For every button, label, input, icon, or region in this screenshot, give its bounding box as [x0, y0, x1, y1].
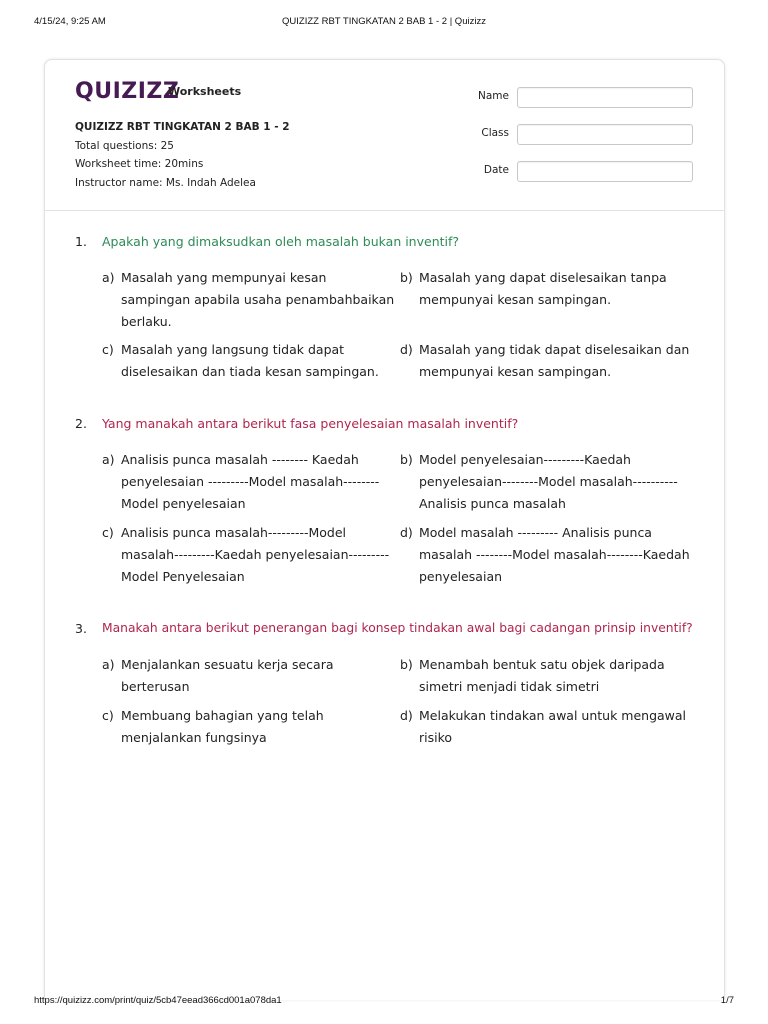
print-header	[34, 16, 734, 30]
question-text: Apakah yang dimaksudkan oleh masalah bukan inventif?	[102, 234, 460, 249]
print-footer	[34, 995, 734, 1009]
option-text: Masalah yang mempunyai kesan sampingan apabila usaha penambahbaikan berlaku.	[121, 270, 395, 329]
option-c	[102, 522, 396, 588]
print-page-number: 1/7	[720, 995, 734, 1006]
option-text: Menjalankan sesuatu kerja secara berterusan	[121, 657, 334, 694]
option-text: Menambah bentuk satu objek daripada simetri menjadi tidak simetri	[419, 657, 665, 694]
option-a	[102, 654, 396, 698]
option-text: Masalah yang tidak dapat diselesaikan dan mempunyai kesan sampingan.	[419, 342, 690, 379]
question-number: 3.	[75, 621, 87, 636]
instructor-name: Instructor name: Ms. Indah Adelea	[75, 176, 256, 189]
option-label: c)	[102, 342, 114, 357]
option-label: d)	[400, 342, 413, 357]
option-c	[102, 339, 396, 383]
worksheet	[44, 59, 725, 1000]
quizizz-logo: QUIZIZZ	[75, 79, 180, 104]
print-datetime: 4/15/24, 9:25 AM	[34, 16, 106, 27]
print-url[interactable]: https://quizizz.com/print/quiz/5cb47eead366cd001a078da1	[34, 995, 282, 1006]
option-text: Model penyelesaian---------Kaedah penyelesaian--------Model masalah---------- Analisis punca masalah	[419, 452, 678, 511]
option-label: b)	[400, 452, 413, 467]
option-text: Model masalah --------- Analisis punca masalah --------Model masalah--------Kaedah penyelesaian	[419, 525, 690, 584]
option-text: Analisis punca masalah---------Model masalah---------Kaedah penyelesaian--------- Model Penyelesaian	[121, 525, 390, 584]
option-label: a)	[102, 452, 115, 467]
worksheet-time: Worksheet time: 20mins	[75, 158, 204, 170]
option-d	[400, 339, 700, 383]
date-label: Date	[483, 164, 509, 176]
option-a	[102, 449, 396, 515]
option-label: a)	[102, 657, 115, 672]
question-text: Yang manakah antara berikut fasa penyelesaian masalah inventif?	[102, 416, 519, 431]
option-d	[400, 705, 700, 749]
option-label: d)	[400, 708, 413, 723]
option-b	[400, 267, 700, 311]
name-field[interactable]	[517, 87, 693, 108]
worksheets-label: Worksheets	[168, 85, 242, 98]
print-page-title: QUIZIZZ RBT TINGKATAN 2 BAB 1 - 2 | Quizizz	[282, 16, 486, 27]
class-label: Class	[481, 127, 509, 139]
date-field[interactable]	[517, 161, 693, 182]
option-b	[400, 449, 700, 515]
option-text: Masalah yang dapat diselesaikan tanpa mempunyai kesan sampingan.	[419, 270, 667, 307]
worksheet-header	[45, 60, 724, 211]
option-text: Membuang bahagian yang telah menjalankan fungsinya	[121, 708, 324, 745]
name-label: Name	[478, 90, 509, 102]
option-label: b)	[400, 270, 413, 285]
worksheet-title: QUIZIZZ RBT TINGKATAN 2 BAB 1 - 2	[75, 121, 290, 133]
worksheet-meta	[75, 118, 290, 192]
question-text: Manakah antara berikut penerangan bagi konsep tindakan awal bagi cadangan prinsip inventif?	[102, 621, 693, 635]
question-number: 2.	[75, 416, 87, 431]
option-b	[400, 654, 700, 698]
option-label: a)	[102, 270, 115, 285]
question-number: 1.	[75, 234, 87, 249]
total-questions: Total questions: 25	[75, 139, 174, 152]
option-text: Analisis punca masalah -------- Kaedah penyelesaian ---------Model masalah-------- Model penyelesaian	[121, 452, 380, 511]
option-text: Masalah yang langsung tidak dapat diselesaikan dan tiada kesan sampingan.	[121, 342, 379, 379]
option-label: d)	[400, 525, 413, 540]
option-c	[102, 705, 396, 749]
option-a	[102, 267, 396, 333]
option-label: b)	[400, 657, 413, 672]
option-label: c)	[102, 525, 114, 540]
option-label: c)	[102, 708, 114, 723]
option-d	[400, 522, 700, 588]
option-text: Melakukan tindakan awal untuk mengawal risiko	[419, 708, 687, 745]
class-field[interactable]	[517, 124, 693, 145]
